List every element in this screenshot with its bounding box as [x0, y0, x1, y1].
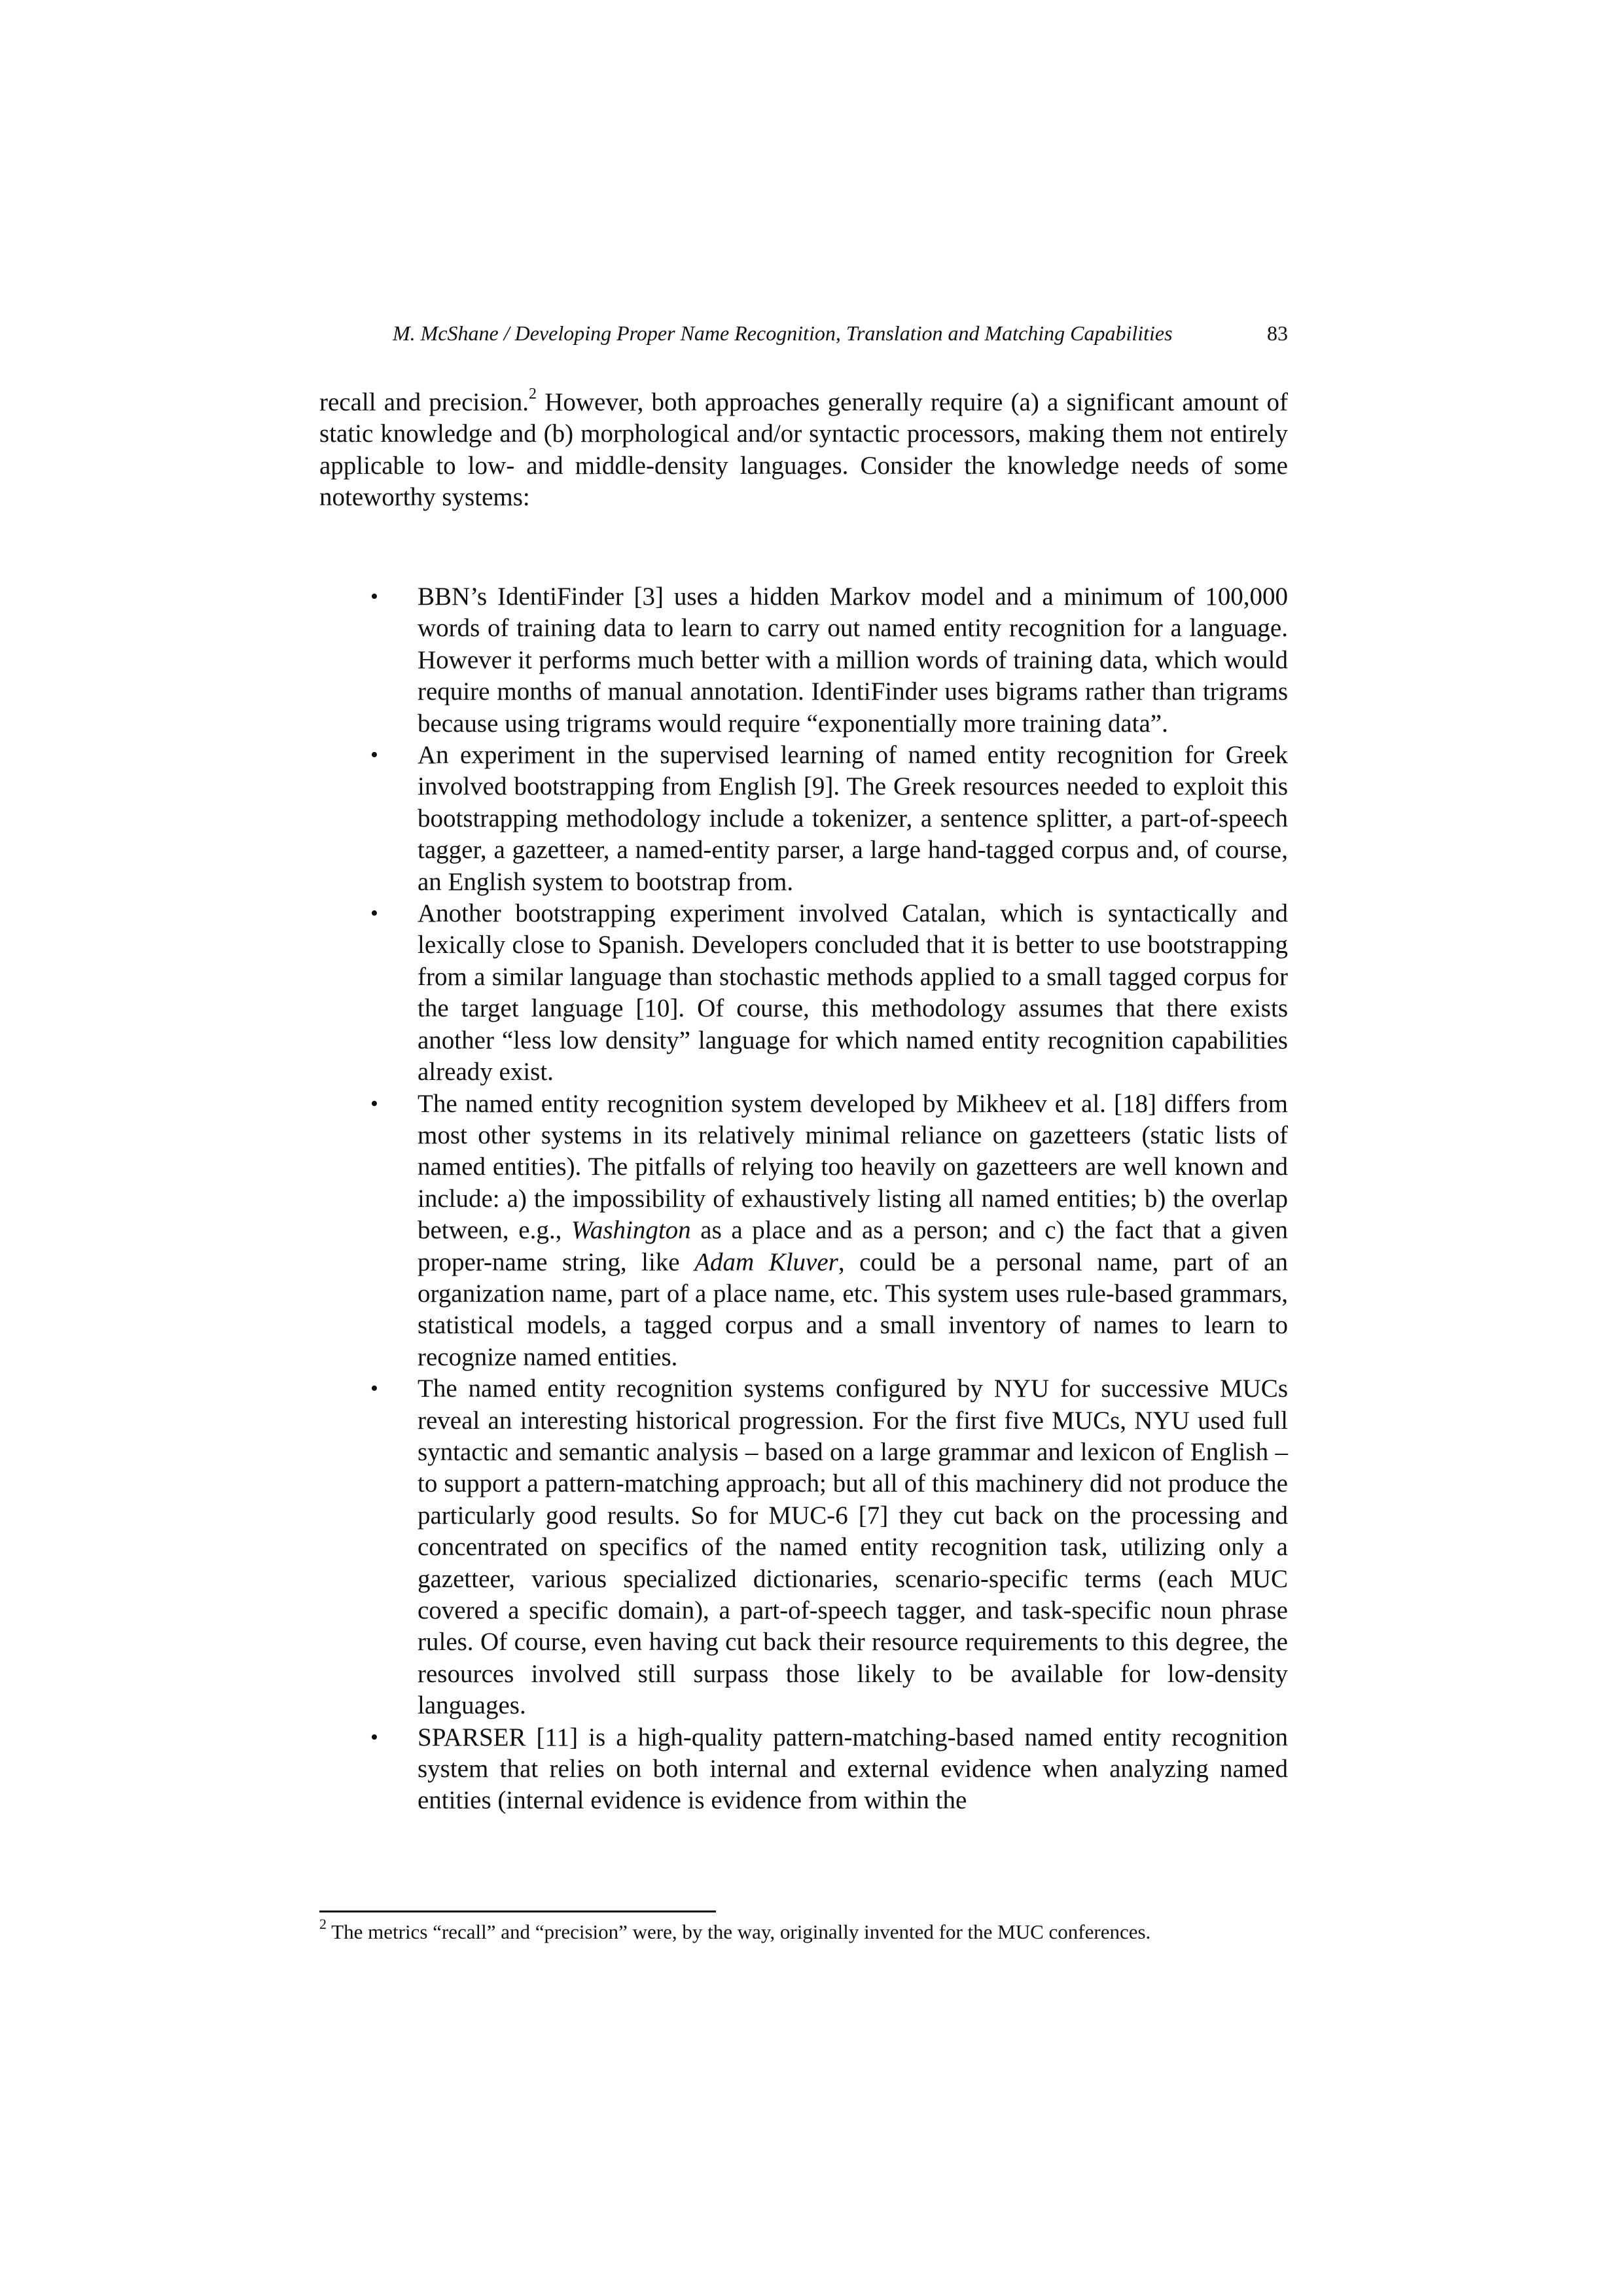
- footnote-text: The metrics “recall” and “precision” were, by the way, originally invented for the MUC conferences.: [327, 1920, 1151, 1943]
- footnote: [319, 1915, 1288, 1946]
- italic-term: Washington: [571, 1216, 691, 1245]
- bullet-symbol: •: [370, 901, 378, 926]
- list-item-text: BBN’s IdentiFinder [3] uses a hidden Markov model and a minimum of 100,000 words of training data to learn to carry out named entity recognition for a language. However it performs much better with a million words of training data, which would require months of manual annotation. IdentiFinder uses bigrams rather than trigrams because using trigrams would require “exponentially more training data”.: [418, 583, 1288, 738]
- footnote-divider: [319, 1910, 716, 1912]
- list-item: [319, 581, 1288, 740]
- list-item: [319, 740, 1288, 898]
- list-item: [319, 1373, 1288, 1721]
- systems-bullet-list: [319, 581, 1288, 1817]
- footnote-reference: 2: [529, 386, 537, 403]
- bullet-symbol: •: [370, 1091, 378, 1116]
- page-number: 83: [1267, 321, 1288, 345]
- intro-text-rest: However, both approaches generally require (a) a significant amount of static knowledge and (b) morphological and/or syntactic processors, making them not entirely applicable to low- and middle-density languages. Consider the knowledge needs of some noteworthy systems:: [319, 388, 1289, 512]
- footnote-marker: 2: [319, 1915, 327, 1932]
- bullet-symbol: •: [370, 743, 378, 768]
- bullet-symbol: •: [370, 1725, 378, 1749]
- list-item-text: An experiment in the supervised learning of named entity recognition for Greek involved bootstrapping from English [9]. The Greek resources needed to exploit this bootstrapping methodology include a tokenizer, a sentence splitter, a part-of-speech tagger, a gazetteer, a named-entity parser, a large hand-tagged corpus and, of course, an English system to bootstrap from.: [418, 741, 1288, 896]
- running-header: [319, 316, 1288, 350]
- list-item-text: SPARSER [11] is a high-quality pattern-matching-based named entity recognition system that relies on both internal and external evidence when analyzing named entities (internal evidence is evidence from within the: [418, 1723, 1288, 1815]
- intro-paragraph: [319, 387, 1288, 514]
- bullet-symbol: •: [370, 1376, 378, 1401]
- list-item: [319, 1722, 1288, 1817]
- running-title: M. McShane / Developing Proper Name Recognition, Translation and Matching Capabilities: [393, 321, 1173, 345]
- list-item: [319, 898, 1288, 1088]
- list-item-text: , could be a personal name, part of an organization name, part of a place name, etc. This system uses rule-based grammars, statistical models, a tagged corpus and a small inventory of names to learn to recognize named entities.: [418, 1247, 1288, 1371]
- list-item-text: The named entity recognition system developed by Mikheev et al. [18] differs from most other systems in its relatively minimal reliance on gazetteers (static lists of named entities). The pitfalls of relying too heavily on gazetteers are well known and include: a) the impossibility of exhaustively listing all named entities; b) the overlap between, e.g.,: [418, 1089, 1288, 1245]
- list-item-text: The named entity recognition systems configured by NYU for successive MUCs reveal an interesting historical progression. For the first five MUCs, NYU used full syntactic and semantic analysis – based on a large grammar and lexicon of English – to support a pattern-matching approach; but all of this machinery did not produce the particularly good results. So for MUC-6 [7] they cut back on the processing and concentrated on specifics of the named entity recognition task, utilizing only a gazetteer, various specialized dictionaries, scenario-specific terms (each MUC covered a specific domain), a part-of-speech tagger, and task-specific noun phrase rules. Of course, even having cut back their resource requirements to this degree, the resources involved still surpass those likely to be available for low-density languages.: [418, 1374, 1288, 1720]
- intro-text-start: recall and precision.: [319, 388, 529, 416]
- list-item-text: Another bootstrapping experiment involved Catalan, which is syntactically and lexically close to Spanish. Developers concluded that it is better to use bootstrapping from a similar language than stochastic methods applied to a small tagged corpus for the target language [10]. Of course, this methodology assumes that there exists another “less low density” language for which named entity recognition capabilities already exist.: [418, 899, 1288, 1086]
- bullet-symbol: •: [370, 584, 378, 609]
- italic-term: Adam Kluver: [694, 1247, 838, 1276]
- list-item: [319, 1088, 1288, 1374]
- list-item-text: as a place and as a person; and c) the fact that a given proper-name string, like: [418, 1216, 1288, 1276]
